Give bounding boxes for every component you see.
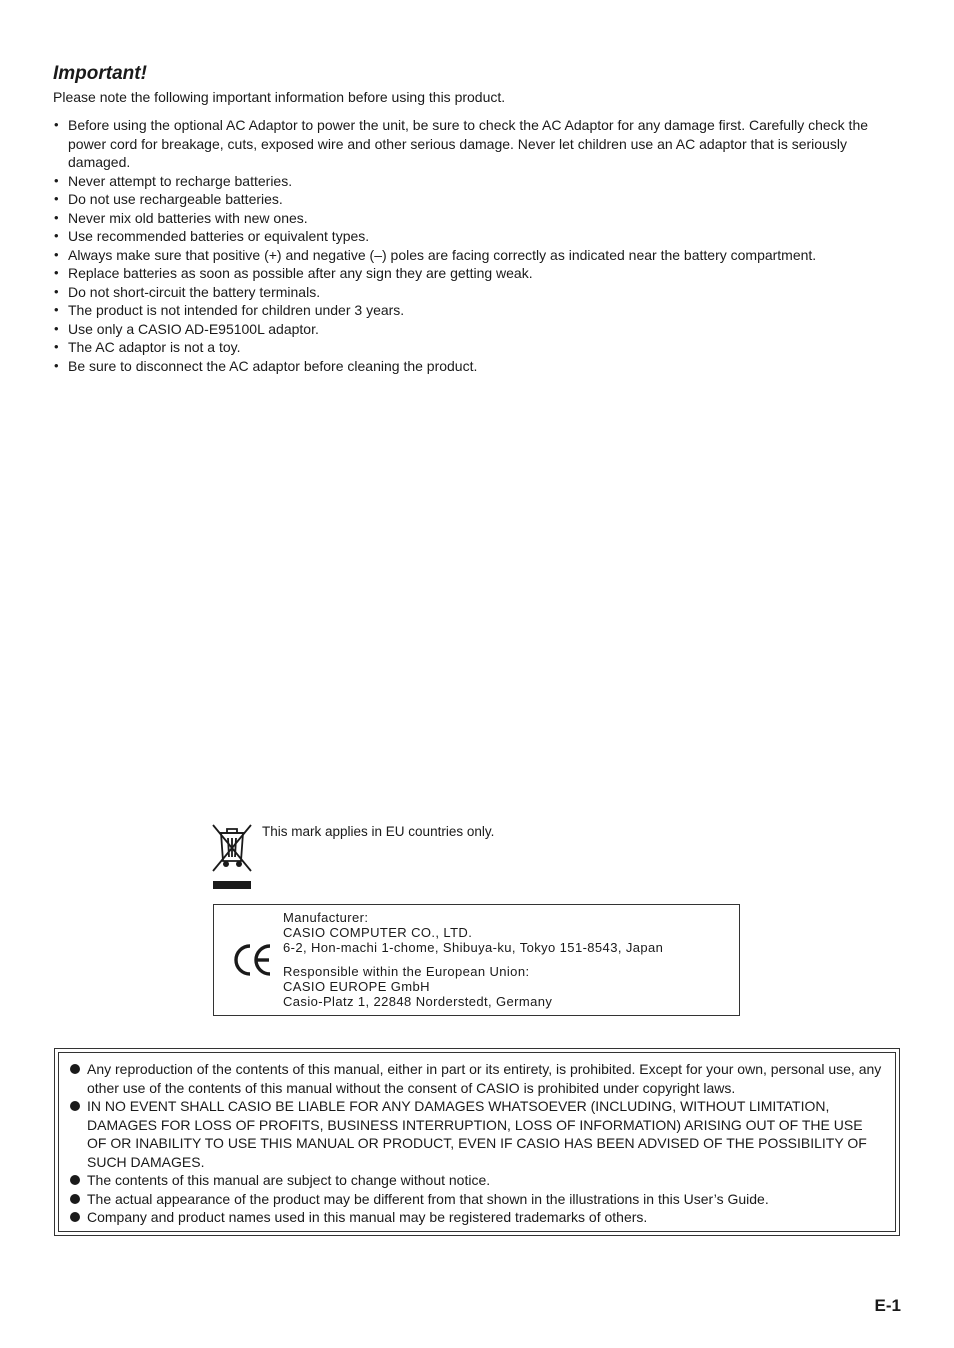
list-item bbox=[53, 357, 898, 376]
bullet-icon: • bbox=[54, 283, 59, 299]
filled-circle-icon bbox=[70, 1194, 80, 1204]
notice-text: IN NO EVENT SHALL CASIO BE LIABLE FOR ANY DAMAGES WHATSOEVER (INCLUDING, WITHOUT LIMITATION, DAMAGES FOR LOSS OF PROFITS, BUSINESS INTERRUPTION, LOSS OF INFORMATION) ARISING OUT OF THE USE OF OR INABILITY TO USE THIS MANUAL OR PRODUCT, EVEN IF CASIO HAS BEEN ADVISED OF THE POSSIBILITY OF SUCH DAMAGES. bbox=[87, 1098, 867, 1170]
notice-text: Company and product names used in this manual may be registered trademarks of others. bbox=[87, 1209, 648, 1225]
notice-text: Any reproduction of the contents of this manual, either in part or its entirety, is prohibited. Except for your own, personal use, any other use of the contents of this manual without the consent of CASIO is prohibited under copyright laws. bbox=[87, 1061, 882, 1096]
list-item bbox=[53, 338, 898, 357]
eu-representative-address: Casio-Platz 1, 22848 Norderstedt, Germany bbox=[283, 994, 553, 1009]
crossed-out-wheelie-bin-icon bbox=[211, 823, 253, 891]
important-list bbox=[53, 116, 898, 375]
filled-circle-icon bbox=[70, 1101, 80, 1111]
list-item bbox=[53, 246, 898, 265]
eu-representative-name: CASIO EUROPE GmbH bbox=[283, 979, 430, 994]
list-item bbox=[69, 1190, 884, 1209]
bullet-icon: • bbox=[54, 320, 59, 336]
bullet-icon: • bbox=[54, 209, 59, 225]
list-item-text: Do not use rechargeable batteries. bbox=[68, 191, 283, 207]
bullet-icon: • bbox=[54, 302, 59, 317]
notice-text: The contents of this manual are subject to change without notice. bbox=[87, 1172, 491, 1188]
list-item-text: Do not short-circuit the battery terminals. bbox=[68, 283, 321, 300]
list-item-text: Before using the optional AC Adaptor to power the unit, be sure to check the AC Adaptor for any damage first. Carefully check the power cord for breakage, cuts, exposed wire and other serious damage. Never let children use an AC adaptor that is seriously damaged. bbox=[68, 117, 869, 170]
notice-text: The actual appearance of the product may be different from that shown in the illustrations in this User’s Guide. bbox=[87, 1190, 769, 1207]
list-item bbox=[53, 172, 898, 191]
filled-circle-icon bbox=[70, 1064, 80, 1074]
manufacturer-box bbox=[213, 904, 740, 1016]
list-item bbox=[53, 227, 898, 246]
manufacturer-address: 6-2, Hon-machi 1-chome, Shibuya-ku, Tokyo 151-8543, Japan bbox=[283, 940, 664, 955]
manufacturer-name: CASIO COMPUTER CO., LTD. bbox=[283, 925, 473, 940]
list-item bbox=[53, 116, 898, 172]
bullet-icon: • bbox=[54, 191, 59, 206]
list-item-text: Be sure to disconnect the AC adaptor before cleaning the product. bbox=[68, 357, 478, 374]
list-item bbox=[53, 283, 898, 302]
bullet-icon: • bbox=[54, 172, 59, 188]
legal-notice-list bbox=[69, 1060, 884, 1227]
list-item bbox=[69, 1208, 884, 1227]
eu-representative-label: Responsible within the European Union: bbox=[283, 964, 530, 979]
list-item bbox=[69, 1060, 884, 1097]
list-item bbox=[69, 1097, 884, 1171]
bullet-icon: • bbox=[54, 265, 59, 280]
bullet-icon: • bbox=[54, 117, 59, 132]
page-number: E-1 bbox=[874, 1296, 901, 1315]
list-item-text: Use only a CASIO AD-E95100L adaptor. bbox=[68, 320, 319, 337]
bullet-icon: • bbox=[54, 339, 59, 354]
list-item-text: Never mix old batteries with new ones. bbox=[68, 209, 308, 226]
page-heading: Important! bbox=[53, 63, 147, 84]
manufacturer-info bbox=[283, 910, 663, 1009]
ce-mark-icon bbox=[233, 943, 273, 977]
intro-text: Please note the following important information before using this product. bbox=[53, 89, 506, 105]
eu-mark-note: This mark applies in EU countries only. bbox=[262, 824, 495, 839]
manufacturer-label: Manufacturer: bbox=[283, 910, 369, 925]
list-item bbox=[53, 209, 898, 228]
bullet-icon: • bbox=[54, 357, 59, 373]
legal-notice-box bbox=[54, 1048, 900, 1236]
bullet-icon: • bbox=[54, 228, 59, 243]
bullet-icon: • bbox=[54, 246, 59, 262]
list-item-text: Use recommended batteries or equivalent types. bbox=[68, 228, 370, 244]
list-item-text: The AC adaptor is not a toy. bbox=[68, 339, 241, 355]
list-item-text: Replace batteries as soon as possible after any sign they are getting weak. bbox=[68, 265, 533, 281]
filled-circle-icon bbox=[70, 1212, 80, 1222]
legal-notice-inner-frame bbox=[58, 1052, 896, 1232]
list-item bbox=[53, 320, 898, 339]
filled-circle-icon bbox=[70, 1175, 80, 1185]
list-item bbox=[53, 264, 898, 283]
list-item-text: Always make sure that positive (+) and negative (–) poles are facing correctly as indicated near the battery compartment. bbox=[68, 246, 817, 263]
list-item-text: The product is not intended for children under 3 years. bbox=[68, 302, 405, 318]
list-item bbox=[53, 190, 898, 209]
list-item bbox=[53, 301, 898, 320]
list-item bbox=[69, 1171, 884, 1190]
list-item-text: Never attempt to recharge batteries. bbox=[68, 172, 293, 189]
